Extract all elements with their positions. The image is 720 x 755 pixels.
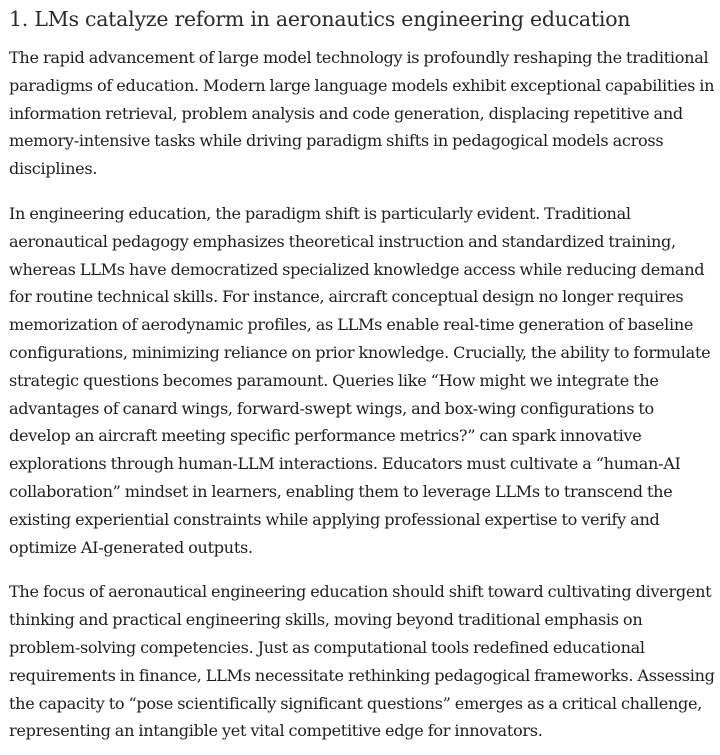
paragraph-intro: The rapid advancement of large model technology is profoundly reshaping the traditional paradigms of education. Modern large language models exhibit exceptional capabilities in information retrieval, problem analysis and code generation, displacing repetitive and memory-intensive tasks while driving paradigm shifts in pedagogical models across disciplines. [9, 48, 715, 179]
section-title: LMs catalyze reform in aeronautics engineering education [34, 7, 631, 31]
section-number: 1. [9, 7, 29, 31]
section-heading [9, 0, 717, 34]
article-section [9, 0, 717, 745]
paragraph-education-focus: The focus of aeronautical engineering education should shift toward cultivating divergent thinking and practical engineering skills, moving beyond traditional emphasis on problem-solving competencies. Just as computational tools redefined educational requirements in finance, LLMs necessitate rethinking pedagogical frameworks. Assessing the capacity to “pose scientifically significant questions” emerges as a critical challenge, representing an intangible yet vital competitive edge for innovators. [9, 582, 715, 741]
paragraph-engineering-education: In engineering education, the paradigm shift is particularly evident. Traditional aeronautical pedagogy emphasizes theoretical instruction and standardized training, whereas LLMs have democratized specialized knowledge access while reducing demand for routine technical skills. For instance, aircraft conceptual design no longer requires memorization of aerodynamic profiles, as LLMs enable real-time generation of baseline configurations, minimizing reliance on prior knowledge. Crucially, the ability to formulate strategic questions becomes paramount. Queries like “How might we integrate the advantages of canard wings, forward-swept wings, and box-wing configurations to develop an aircraft meeting specific performance metrics?” can spark innovative explorations through human-LLM interactions. Educators must cultivate a “human-AI collaboration” mindset in learners, enabling them to leverage LLMs to transcend the existing experiential constraints while applying professional expertise to verify and optimize AI-generated outputs. [9, 203, 711, 557]
